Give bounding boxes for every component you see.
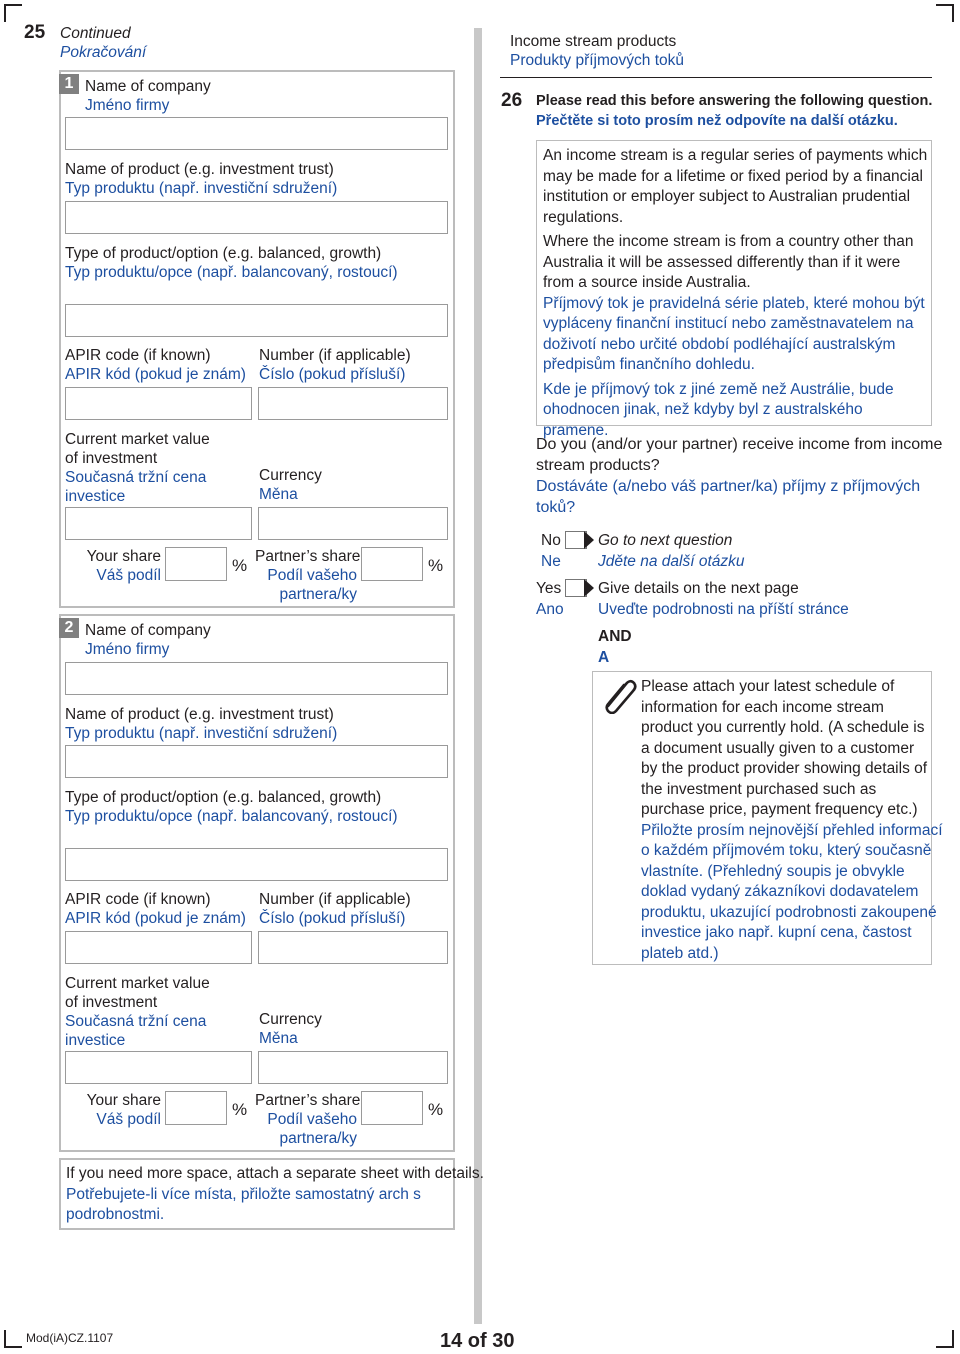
s2-market-label: Current market value of investment Současná tržní cena investice: [65, 975, 210, 1049]
attach-text: Please attach your latest schedule of information for each income stream product you currently hold. (A schedule is a document usually given to a customer by the product provider showing details of the investment purchased such as purchase price, payment frequency etc.) Přiložte prosím nejnovější přehled informací o každém příjmovém toku, který současně vlastníte. (Přehledný soupis je obvykle doklad vydaný zákazníkovi dodavatelem produktu, ukazující podrobnosti zakoupené investice jako např. kupní cena, častost plateb atd.): [641, 678, 943, 962]
q26-question: Do you (and/or your partner) receive income from income stream products? Dostáváte (a/nebo váš partner/ka) příjmy z příjmových toků?: [536, 436, 943, 516]
s2-apir-input[interactable]: [65, 931, 252, 964]
s2-partner-share-input[interactable]: [361, 1091, 423, 1125]
s2-your-share-label: Your share Váš podíl: [86, 1092, 161, 1128]
s1-apir-input[interactable]: [65, 387, 252, 420]
no-arrow-icon: [584, 531, 594, 549]
s2-number-label: Number (if applicable) Číslo (pokud přísluší): [259, 891, 411, 927]
s2-type-input[interactable]: [65, 848, 448, 881]
title-rule: [500, 77, 932, 78]
s1-market-label: Current market value of investment Současná tržní cena investice: [65, 431, 210, 505]
crop-mark-top-left: [4, 4, 22, 22]
s1-type-label: Type of product/option (e.g. balanced, growth) Typ produktu/opce (např. balancovaný, rostoucí): [65, 245, 398, 281]
section-1-badge: 1: [59, 74, 79, 94]
s1-product-label: Name of product (e.g. investment trust) Typ produktu (např. investiční sdružení): [65, 161, 338, 197]
s2-apir-label: APIR code (if known) APIR kód (pokud je znám): [65, 891, 246, 927]
column-divider: [474, 28, 482, 1324]
s1-currency-label: Currency Měna: [259, 467, 322, 503]
s2-currency-input[interactable]: [258, 1051, 448, 1084]
s2-number-input[interactable]: [258, 931, 448, 964]
no-action: Go to next question Jděte na další otázku: [598, 532, 745, 570]
s1-your-share-label: Your share Váš podíl: [86, 548, 161, 584]
yes-label: Yes Ano: [536, 580, 564, 618]
s2-product-input[interactable]: [65, 745, 448, 778]
crop-mark-bottom-left: [4, 1330, 22, 1348]
s2-your-share-input[interactable]: [165, 1091, 227, 1125]
section-2-badge: 2: [59, 618, 79, 638]
s2-your-share-percent: %: [232, 1100, 248, 1119]
s1-company-input[interactable]: [65, 117, 448, 150]
s1-type-input[interactable]: [65, 304, 448, 337]
s2-partner-share-percent: %: [428, 1100, 444, 1119]
info-en-2: Where the income stream is from a country other than Australia it will be assessed differently than if it were from a source inside Australia.: [543, 233, 914, 291]
crop-mark-top-right: [936, 4, 954, 22]
s1-partner-share-label: Partner’s share Podíl vašeho partnera/ky: [255, 548, 361, 603]
and-label: AND A: [598, 628, 632, 666]
s2-type-label: Type of product/option (e.g. balanced, growth) Typ produktu/opce (např. balancovaný, rostoucí): [65, 789, 398, 825]
question-number: 25: [24, 22, 46, 43]
s1-product-input[interactable]: [65, 201, 448, 234]
income-stream-title: Income stream products Produkty příjmových toků: [510, 33, 685, 69]
s1-number-label: Number (if applicable) Číslo (pokud přísluší): [259, 347, 411, 383]
q26-number: 26: [501, 90, 523, 111]
crop-mark-bottom-right: [936, 1330, 954, 1348]
s1-partner-share-input[interactable]: [361, 547, 423, 581]
s1-number-input[interactable]: [258, 387, 448, 420]
no-label: No Ne: [541, 532, 561, 570]
s1-company-label: Name of company Jméno firmy: [85, 78, 211, 114]
s2-currency-label: Currency Měna: [259, 1011, 322, 1047]
s1-your-share-input[interactable]: [165, 547, 227, 581]
s2-market-input[interactable]: [65, 1051, 252, 1084]
info-cz-2: Kde je příjmový tok z jiné země než Austrálie, bude ohodnocen jinak, než kdyby byl z australského pramene.: [543, 380, 894, 439]
page-number: 14 of 30: [440, 1330, 515, 1352]
info-en-1: An income stream is a regular series of payments which may be made for a lifetime or fixed period by a financial institution or employer subject to Australian prudential regulations.: [543, 147, 928, 226]
s1-currency-input[interactable]: [258, 507, 448, 540]
info-text: [543, 146, 929, 441]
paperclip-icon: [600, 676, 638, 714]
s2-company-label: Name of company Jméno firmy: [85, 622, 211, 658]
s2-partner-share-label: Partner’s share Podíl vašeho partnera/ky: [255, 1092, 361, 1147]
s2-company-input[interactable]: [65, 662, 448, 695]
form-code: Mod(iA)CZ.1107: [26, 1331, 114, 1345]
s1-partner-share-percent: %: [428, 556, 444, 575]
yes-arrow-icon: [584, 579, 594, 597]
s1-your-share-percent: %: [232, 556, 248, 575]
s1-apir-label: APIR code (if known) APIR kód (pokud je znám): [65, 347, 246, 383]
more-space-note: If you need more space, attach a separate sheet with details. Potřebujete-li více místa, přiložte samostatný arch s podrobnostmi.: [66, 1165, 484, 1223]
s1-market-input[interactable]: [65, 507, 252, 540]
yes-action: Give details on the next page Uveďte podrobnosti na příští stránce: [598, 580, 849, 618]
q26-heading: Please read this before answering the following question. Přečtěte si toto prosím než odpovíte na další otázku.: [536, 93, 933, 129]
info-cz-1: Příjmový tok je pravidelná série plateb, které mohou být vypláceny finanční institucí nebo zaměstnavatelem na doživotí nebo určité období podléhající australským předpisům finančního dohledu.: [543, 294, 925, 373]
continued-label: Continued Pokračování: [60, 25, 147, 61]
s2-product-label: Name of product (e.g. investment trust) Typ produktu (např. investiční sdružení): [65, 706, 338, 742]
